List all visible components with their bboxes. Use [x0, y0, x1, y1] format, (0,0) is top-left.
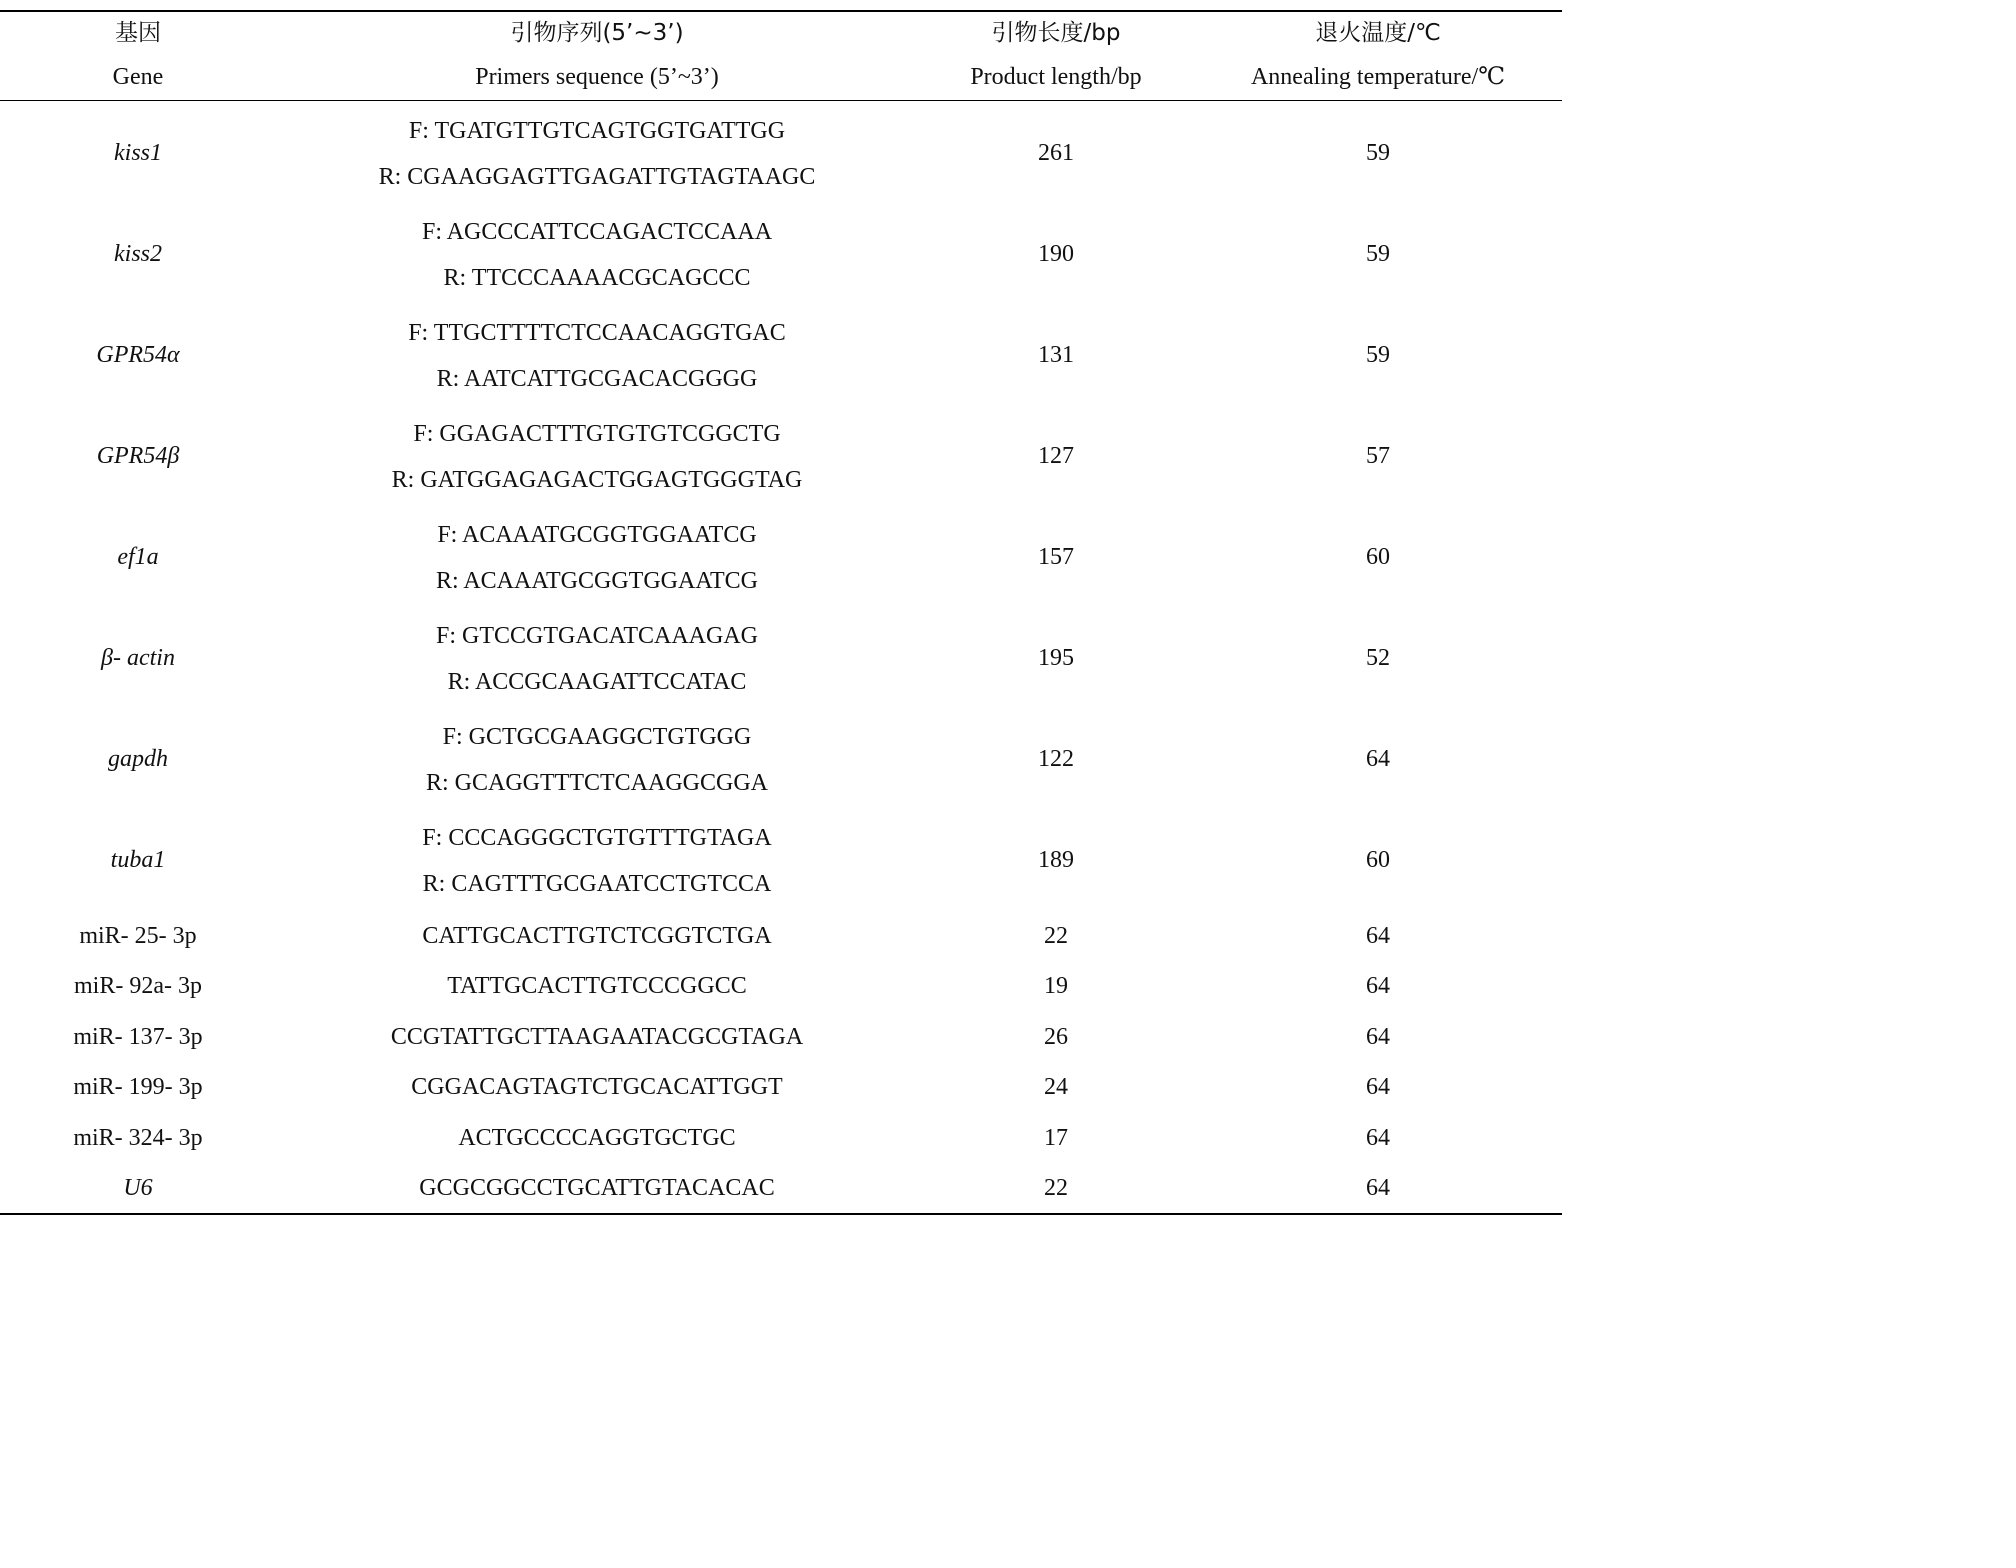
- gene-name-cell: miR- 137- 3p: [73, 1023, 203, 1050]
- annealing-temperature-cell: 64: [1366, 973, 1390, 1000]
- primer-sequence-cell: [276, 204, 918, 305]
- product-length-cell: 22: [1044, 1175, 1068, 1202]
- header-length-cn: 引物长度/bp: [991, 20, 1121, 46]
- primer-sequence-cell: [276, 810, 918, 911]
- annealing-temperature-cell: 64: [1366, 1074, 1390, 1101]
- product-length-cell: 131: [1038, 342, 1074, 368]
- header-gene-en: Gene: [112, 64, 164, 90]
- reverse-primer: R: CAGTTTGCGAATCCTGTCCA: [422, 870, 772, 897]
- product-length-cell: 157: [1038, 544, 1074, 570]
- annealing-temperature-cell: 59: [1366, 342, 1390, 368]
- primer-sequence-cell: CATTGCACTTGTCTCGGTCTGA: [422, 922, 772, 949]
- reverse-primer: R: ACCGCAAGATTCCATAC: [447, 668, 747, 695]
- header-temperature-en: Annealing temperature/℃: [1250, 64, 1506, 90]
- forward-primer: F: GCTGCGAAGGCTGTGGG: [442, 723, 752, 750]
- primer-sequence-cell: ACTGCCCCAGGTGCTGC: [458, 1124, 736, 1151]
- forward-primer: F: TGATGTTGTCAGTGGTGATTGG: [408, 117, 786, 144]
- forward-primer: F: CCCAGGGCTGTGTTTGTAGA: [422, 824, 772, 851]
- primer-sequence-cell: GCGCGGCCTGCATTGTACACAC: [419, 1175, 775, 1202]
- annealing-temperature-cell: 64: [1366, 1175, 1390, 1202]
- header-temperature-cn: 退火温度/℃: [1315, 20, 1441, 46]
- reverse-primer: R: GATGGAGAGACTGGAGTGGGTAG: [391, 466, 803, 493]
- reverse-primer: R: AATCATTGCGACACGGGG: [436, 365, 758, 392]
- annealing-temperature-cell: 60: [1366, 847, 1390, 873]
- product-length-cell: 261: [1038, 140, 1074, 166]
- forward-primer: F: GTCCGTGACATCAAAGAG: [435, 622, 759, 649]
- annealing-temperature-cell: 59: [1366, 140, 1390, 166]
- annealing-temperature-cell: 64: [1366, 922, 1390, 949]
- annealing-temperature-cell: 64: [1366, 1023, 1390, 1050]
- annealing-temperature-cell: 60: [1366, 544, 1390, 570]
- product-length-cell: 24: [1044, 1074, 1068, 1101]
- primer-sequence-cell: [276, 709, 918, 810]
- table-header-rule: [0, 100, 1562, 101]
- gene-name-cell: β- actin: [101, 645, 175, 671]
- gene-name-cell: miR- 25- 3p: [79, 922, 197, 949]
- primer-sequence-cell: [276, 103, 918, 204]
- header-sequence-en: Primers sequence (5’~3’): [475, 64, 719, 90]
- primer-sequence-cell: [276, 608, 918, 709]
- header-sequence: [276, 10, 918, 100]
- reverse-primer: R: CGAAGGAGTTGAGATTGTAGTAAGC: [378, 163, 816, 190]
- primer-sequence-cell: CCGTATTGCTTAAGAATACGCGTAGA: [390, 1023, 804, 1050]
- product-length-cell: 19: [1044, 973, 1068, 1000]
- product-length-cell: 190: [1038, 241, 1074, 267]
- header-temperature: [1194, 10, 1562, 100]
- product-length-cell: 22: [1044, 922, 1068, 949]
- product-length-cell: 189: [1038, 847, 1074, 873]
- product-length-cell: 122: [1038, 746, 1074, 772]
- gene-name-cell: GPR54β: [96, 443, 180, 469]
- header-length: [918, 10, 1194, 100]
- gene-name-cell: kiss1: [114, 140, 162, 166]
- annealing-temperature-cell: 57: [1366, 443, 1390, 469]
- header-length-en: Product length/bp: [970, 64, 1142, 90]
- gene-name-cell: gapdh: [108, 746, 168, 772]
- header-sequence-cn: 引物序列(5’~3’): [510, 20, 684, 46]
- primer-sequence-cell: CGGACAGTAGTCTGCACATTGGT: [411, 1074, 783, 1101]
- reverse-primer: R: ACAAATGCGGTGGAATCG: [435, 567, 759, 594]
- annealing-temperature-cell: 52: [1366, 645, 1390, 671]
- product-length-cell: 26: [1044, 1023, 1068, 1050]
- header-gene: [0, 10, 276, 100]
- primer-sequence-cell: [276, 507, 918, 608]
- gene-name-cell: miR- 324- 3p: [73, 1124, 203, 1151]
- product-length-cell: 195: [1038, 645, 1074, 671]
- header-gene-cn: 基因: [115, 20, 161, 46]
- gene-name-cell: tuba1: [110, 847, 166, 873]
- gene-name-cell: U6: [123, 1175, 153, 1202]
- reverse-primer: R: GCAGGTTTCTCAAGGCGGA: [426, 769, 768, 796]
- gene-name-cell: GPR54α: [96, 342, 180, 368]
- product-length-cell: 17: [1044, 1124, 1068, 1151]
- gene-name-cell: kiss2: [114, 241, 162, 267]
- primer-sequence-cell: [276, 406, 918, 507]
- primer-sequence-cell: [276, 305, 918, 406]
- product-length-cell: 127: [1038, 443, 1074, 469]
- reverse-primer: R: TTCCCAAAACGCAGCCC: [443, 264, 751, 291]
- forward-primer: F: TTGCTTTTCTCCAACAGGTGAC: [408, 319, 786, 346]
- gene-name-cell: miR- 199- 3p: [73, 1074, 203, 1101]
- annealing-temperature-cell: 64: [1366, 746, 1390, 772]
- gene-name-cell: ef1a: [117, 544, 159, 570]
- table-bottom-rule: [0, 1213, 1562, 1215]
- forward-primer: F: ACAAATGCGGTGGAATCG: [437, 521, 757, 548]
- forward-primer: F: GGAGACTTTGTGTGTCGGCTG: [413, 420, 781, 447]
- forward-primer: F: AGCCCATTCCAGACTCCAAA: [421, 218, 773, 245]
- gene-name-cell: miR- 92a- 3p: [74, 973, 202, 1000]
- annealing-temperature-cell: 59: [1366, 241, 1390, 267]
- annealing-temperature-cell: 64: [1366, 1124, 1390, 1151]
- primer-sequence-cell: TATTGCACTTGTCCCGGCC: [447, 973, 747, 1000]
